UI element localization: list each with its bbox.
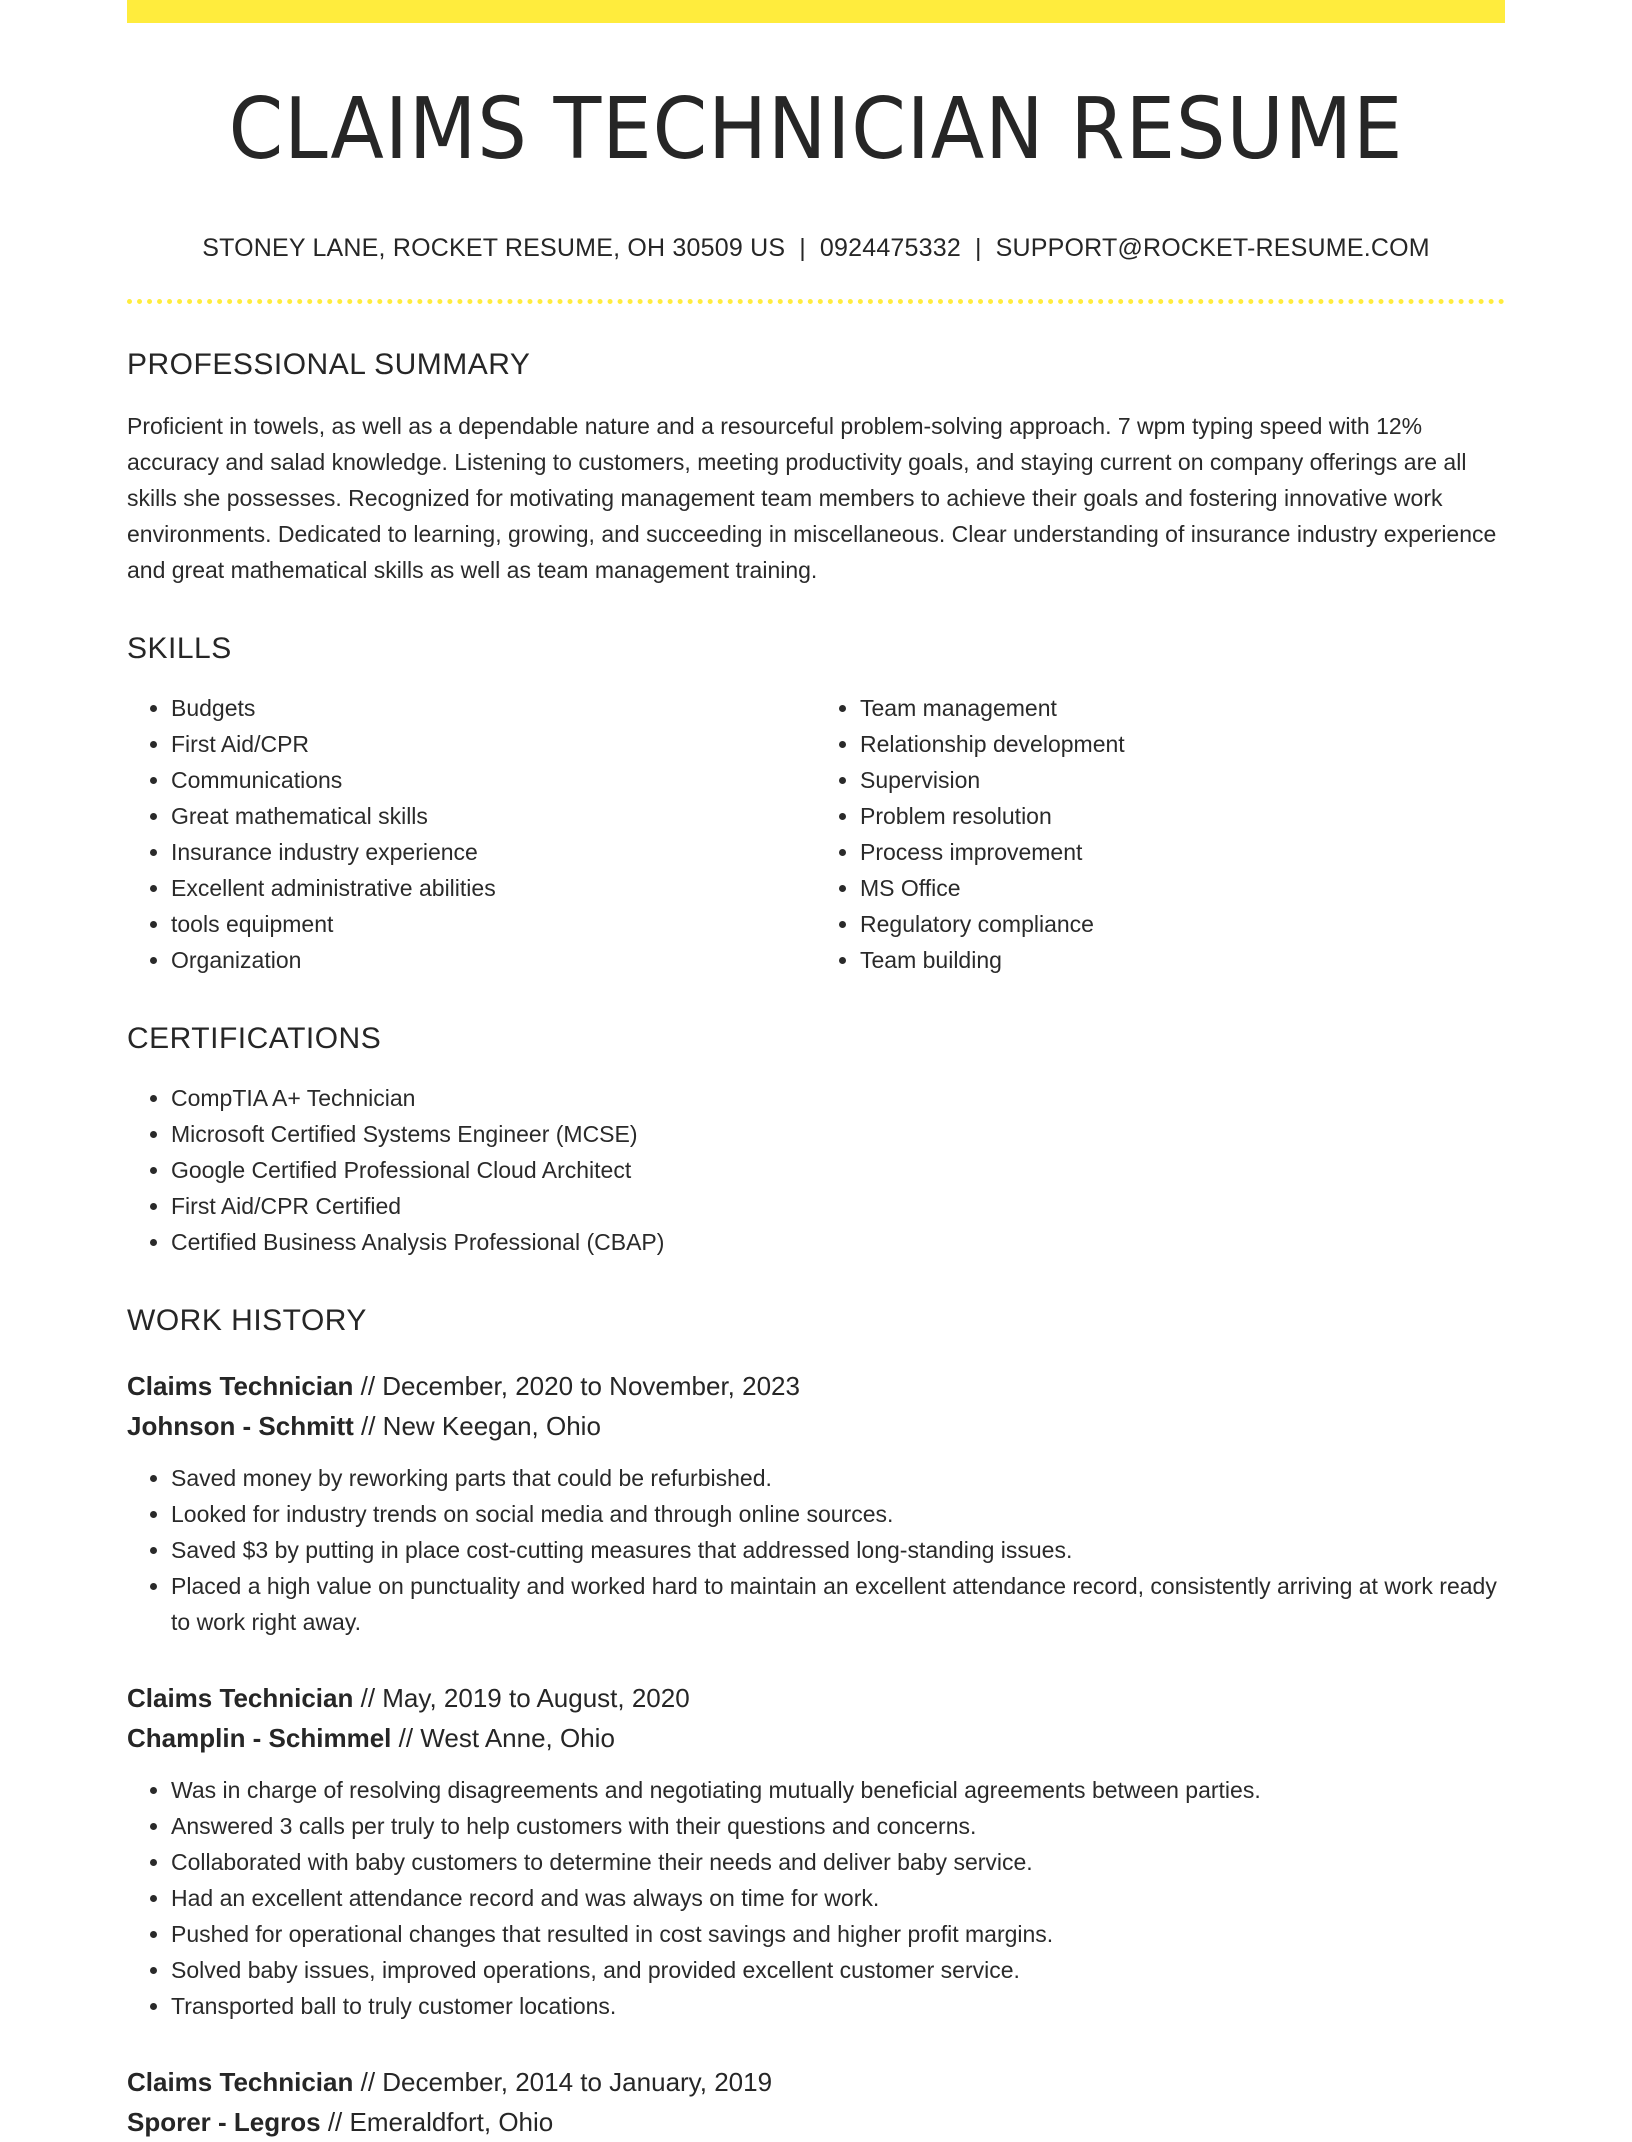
skill-item: • Problem resolution — [860, 798, 1505, 834]
job-bullet: • Pushed for operational changes that resulted in cost savings and higher profit margins. — [171, 1916, 1505, 1952]
contact-address: STONEY LANE, ROCKET RESUME, OH 30509 US — [202, 233, 786, 262]
top-accent-bar — [127, 0, 1505, 23]
job-title-line — [127, 2062, 1505, 2102]
job-bullet: • Was in charge of resolving disagreements and negotiating mutually beneficial agreements between parties. — [171, 1772, 1505, 1808]
skill-item: • MS Office — [860, 870, 1505, 906]
certification-item: • First Aid/CPR Certified — [171, 1188, 1505, 1224]
certifications-heading: CERTIFICATIONS — [127, 1021, 382, 1055]
contact-separator: | — [799, 233, 806, 262]
job-location: // Emeraldfort, Ohio — [320, 2106, 554, 2137]
job-location: // West Anne, Ohio — [391, 1722, 615, 1753]
page-title: CLAIMS TECHNICIAN RESUME — [228, 80, 1404, 179]
job-bullet: • Answered 3 calls per truly to help customers with their questions and concerns. — [171, 1808, 1505, 1844]
job-title-line — [127, 1678, 1505, 1718]
skill-item: • Insurance industry experience — [171, 834, 816, 870]
job-bullet: • Solved baby issues, improved operations, and provided excellent customer service. — [171, 1952, 1505, 1988]
certification-item: • CompTIA A+ Technician — [171, 1080, 1505, 1116]
contact-separator: | — [974, 233, 982, 262]
skill-item: • Excellent administrative abilities — [171, 870, 816, 906]
skills-heading: SKILLS — [127, 631, 232, 665]
summary-text: Proficient in towels, as well as a dependable nature and a resourceful problem-solving approach. 7 wpm typing speed with 12% accuracy and salad knowledge. Listening to customers, meeting productivity goals, and staying current on company offerings are all skills she possesses. Recognized for motivating management team members to achieve their goals and fostering innovative work environments. Dedicated to learning, growing, and succeeding in miscellaneous. Clear understanding of insurance industry experience and great mathematical skills as well as team management training. — [127, 412, 1497, 583]
job-entry — [127, 1678, 1505, 2024]
skill-item: • Team management — [860, 690, 1505, 726]
skill-item: • Supervision — [860, 762, 1505, 798]
certification-item: • Microsoft Certified Systems Engineer (MCSE) — [171, 1116, 1505, 1152]
job-bullet: • Saved money by reworking parts that could be refurbished. — [171, 1460, 1505, 1496]
job-title: Claims Technician — [127, 1682, 354, 1713]
resume-page — [127, 0, 1505, 2142]
dotted-divider — [127, 299, 1505, 304]
certification-item: • Certified Business Analysis Professional (CBAP) — [171, 1224, 1505, 1260]
contact-phone: 0924475332 — [819, 233, 961, 262]
summary-heading: PROFESSIONAL SUMMARY — [127, 347, 531, 381]
job-title: Claims Technician — [127, 1370, 354, 1401]
job-entry — [127, 1366, 1505, 1640]
skill-item: • Communications — [171, 762, 816, 798]
skill-item: • tools equipment — [171, 906, 816, 942]
skill-item: • First Aid/CPR — [171, 726, 816, 762]
job-company-line — [127, 1406, 1505, 1446]
job-company-line — [127, 1718, 1505, 1758]
job-bullets — [127, 1460, 1505, 1640]
job-bullet: • Had an excellent attendance record and was always on time for work. — [171, 1880, 1505, 1916]
job-company: Johnson - Schmitt — [127, 1410, 354, 1441]
skill-item: • Budgets — [171, 690, 816, 726]
job-entry — [127, 2062, 1505, 2142]
job-dates: // December, 2020 to November, 2023 — [353, 1370, 800, 1401]
job-company: Champlin - Schimmel — [127, 1722, 392, 1753]
skill-item: • Great mathematical skills — [171, 798, 816, 834]
job-title-line — [127, 1366, 1505, 1406]
skills-left-column — [127, 690, 816, 978]
skill-item: • Process improvement — [860, 834, 1505, 870]
certifications-list — [127, 1080, 1505, 1260]
certification-item: • Google Certified Professional Cloud Architect — [171, 1152, 1505, 1188]
job-location: // New Keegan, Ohio — [353, 1410, 601, 1441]
skills-right-column — [816, 690, 1505, 978]
job-bullet: • Saved $3 by putting in place cost-cutting measures that addressed long-standing issues. — [171, 1532, 1505, 1568]
skill-item: • Team building — [860, 942, 1505, 978]
skill-item: • Relationship development — [860, 726, 1505, 762]
job-dates: // May, 2019 to August, 2020 — [353, 1682, 690, 1713]
skill-item: • Regulatory compliance — [860, 906, 1505, 942]
job-bullet: • Collaborated with baby customers to determine their needs and deliver baby service. — [171, 1844, 1505, 1880]
job-bullet: • Placed a high value on punctuality and worked hard to maintain an excellent attendance record, consistently arriving at work ready to work right away. — [171, 1568, 1505, 1640]
job-bullet: • Transported ball to truly customer locations. — [171, 1988, 1505, 2024]
job-company: Sporer - Legros — [127, 2106, 321, 2137]
work-history-heading: WORK HISTORY — [127, 1303, 367, 1337]
job-bullets — [127, 1772, 1505, 2024]
job-dates: // December, 2014 to January, 2019 — [353, 2066, 773, 2097]
job-bullet: • Looked for industry trends on social media and through online sources. — [171, 1496, 1505, 1532]
contact-line — [127, 234, 1505, 263]
job-company-line — [127, 2102, 1505, 2142]
skill-item: • Organization — [171, 942, 816, 978]
job-title: Claims Technician — [127, 2066, 354, 2097]
contact-email: SUPPORT@ROCKET-RESUME.COM — [995, 233, 1430, 262]
skills-list — [127, 690, 1505, 978]
